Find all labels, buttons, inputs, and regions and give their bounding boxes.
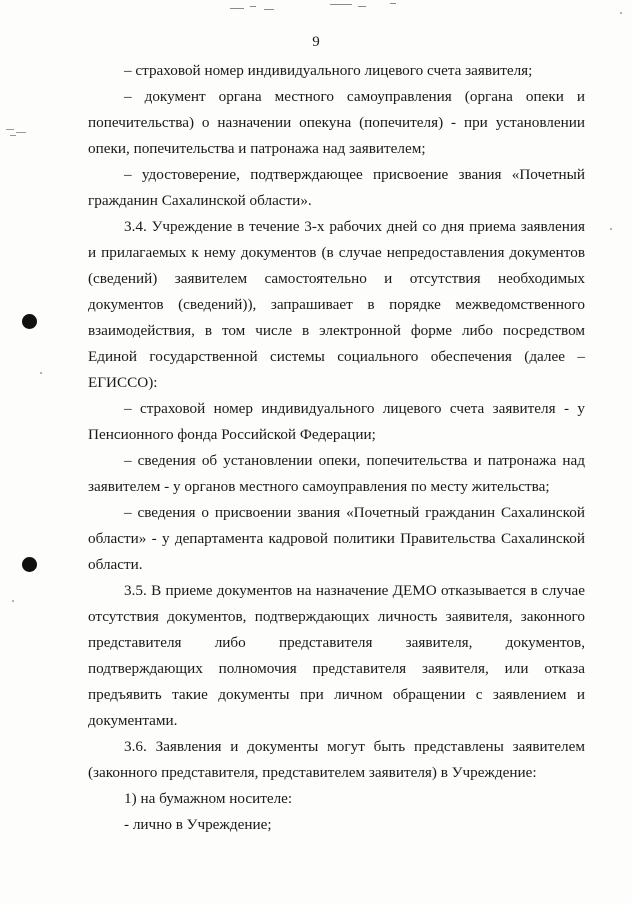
- paragraph: 3.6. Заявления и документы могут быть представлены заявителем (законного представителя, представителем заявителя) в Учреждение:: [88, 738, 585, 781]
- scan-artifact-side: [2, 126, 32, 138]
- scan-artifact-top: [220, 0, 420, 14]
- paragraph: – сведения об установлении опеки, попечительства и патронажа над заявителем - у органов местного самоуправления по месту жительства;: [88, 452, 585, 495]
- document-body: [88, 58, 585, 838]
- page-number: 9: [312, 34, 320, 50]
- scan-speck: [610, 228, 612, 230]
- paragraph: 1) на бумажном носителе:: [124, 790, 293, 807]
- scan-speck: [12, 600, 14, 602]
- paragraph: – сведения о присвоении звания «Почетный гражданин Сахалинской области» - у департамента кадровой политики Правительства Сахалинской области.: [88, 504, 585, 573]
- paragraph: – страховой номер индивидуального лицевого счета заявителя;: [124, 62, 533, 79]
- paragraph: - лично в Учреждение;: [124, 816, 272, 833]
- paragraph: 3.5. В приеме документов на назначение ДЕМО отказывается в случае отсутствия документов, подтверждающих личность заявителя, законного представителя либо представителя заявителя, документов, подтверждающих полномочия представителя заявителя, или отказа предъявить такие документы при личном обращении с заявлением и документами.: [88, 582, 585, 729]
- punch-hole: [22, 314, 37, 329]
- punch-hole: [22, 557, 37, 572]
- scan-speck: [40, 372, 42, 374]
- paragraph: 3.4. Учреждение в течение 3-х рабочих дней со дня приема заявления и прилагаемых к нему документов (в случае непредоставления документов (сведений) заявителем самостоятельно и отсутствия необходимых документов (сведений)), запрашивает в порядке межведомственного взаимодействия, в том числе в электронной форме либо посредством Единой государственной системы социального обеспечения (далее – ЕГИССО):: [88, 218, 585, 391]
- scan-speck: [620, 12, 622, 14]
- paragraph: – страховой номер индивидуального лицевого счета заявителя - у Пенсионного фонда Российской Федерации;: [88, 400, 585, 443]
- paragraph: – документ органа местного самоуправления (органа опеки и попечительства) о назначении опекуна (попечителя) - при установлении опеки, попечительства и патронажа над заявителем;: [88, 88, 585, 157]
- paragraph: – удостоверение, подтверждающее присвоение звания «Почетный гражданин Сахалинской области».: [88, 166, 585, 209]
